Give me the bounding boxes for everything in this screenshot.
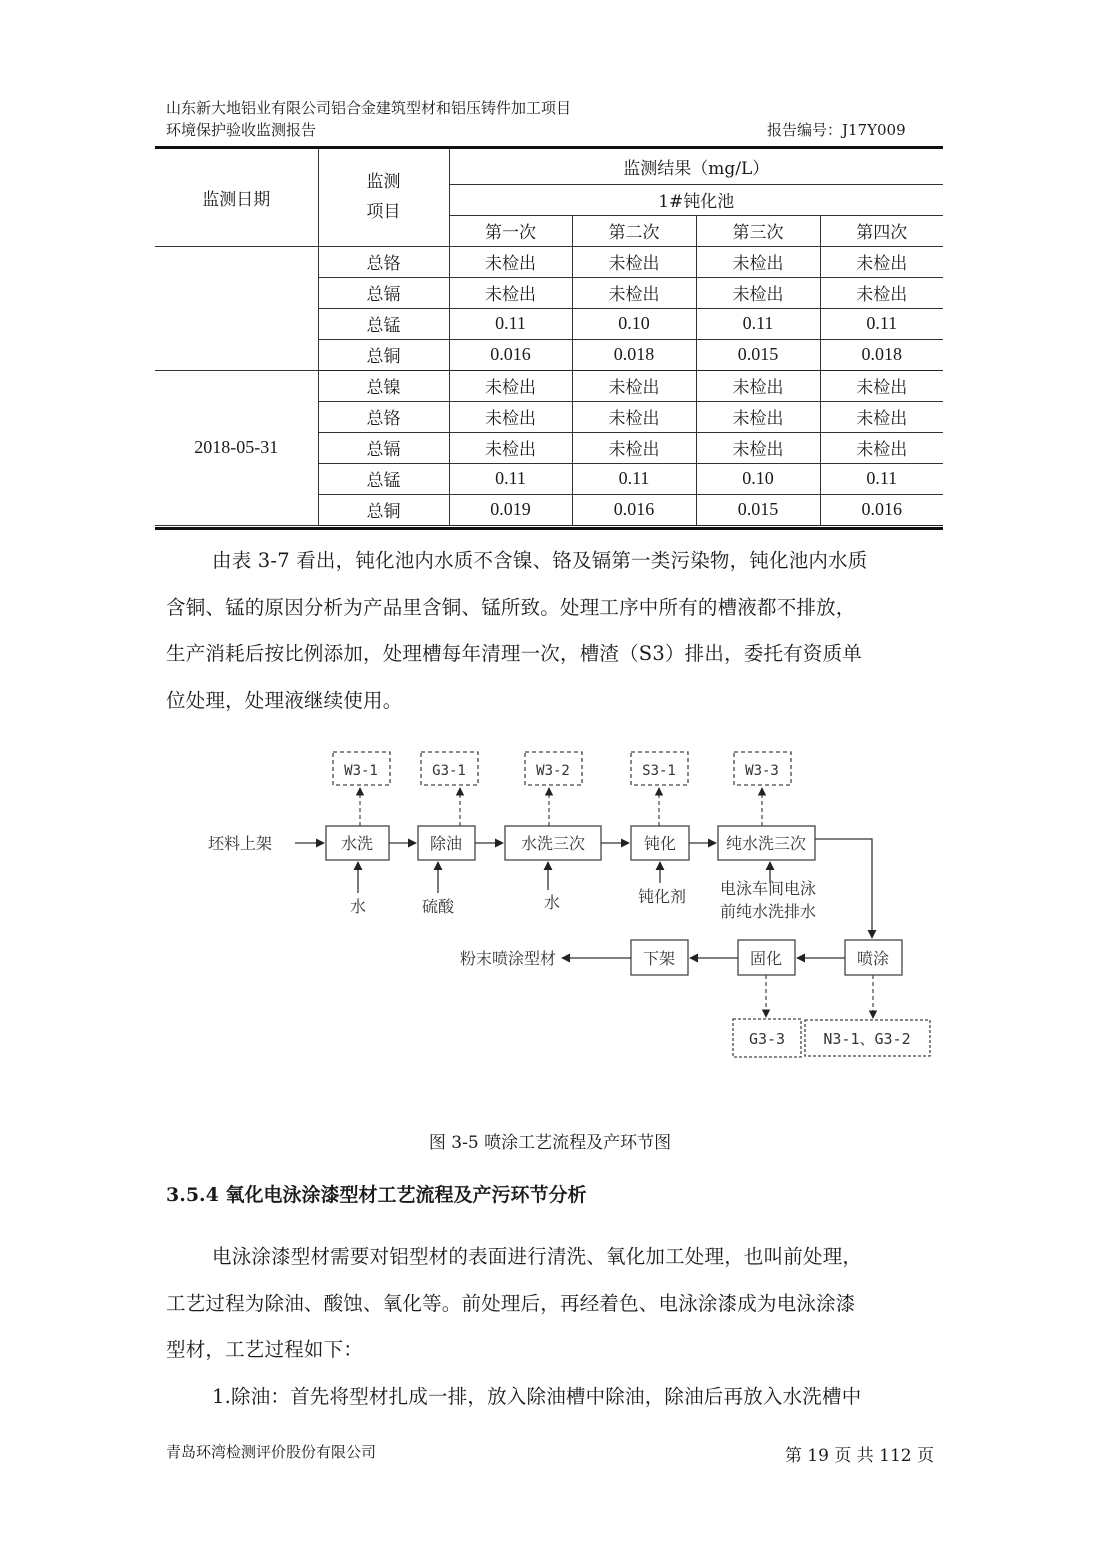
value-cell: 0.018 — [572, 339, 696, 370]
report-number: 报告编号：J17Y009 — [767, 121, 906, 139]
paragraph-line: 位处理，处理液继续使用。 — [166, 688, 403, 712]
value-cell: 未检出 — [572, 246, 696, 277]
paragraph-line: 由表 3-7 看出，钝化池内水质不含镍、铬及镉第一类污染物，钝化池内水质 — [212, 549, 868, 572]
process-label: 固化 — [749, 949, 783, 968]
emission-label: N3-1、G3-2 — [823, 1030, 911, 1048]
header-round: 第一次 — [449, 215, 572, 246]
value-cell: 0.11 — [696, 308, 820, 339]
value-cell: 0.11 — [820, 308, 943, 339]
value-cell: 0.11 — [820, 463, 943, 494]
process-paragraph — [166, 1234, 936, 1420]
item-cell: 总锰 — [318, 463, 449, 494]
value-cell: 0.015 — [696, 339, 820, 370]
item-cell: 总铬 — [318, 401, 449, 432]
process-label: 除油 — [429, 834, 463, 853]
value-cell: 未检出 — [449, 246, 572, 277]
value-cell: 未检出 — [696, 246, 820, 277]
value-cell: 0.016 — [449, 339, 572, 370]
header-round: 第三次 — [696, 215, 820, 246]
header-round: 第四次 — [820, 215, 943, 246]
header-round: 第二次 — [572, 215, 696, 246]
value-cell: 0.016 — [820, 494, 943, 525]
footer-page-info: 第 19 页 共 112 页 — [784, 1446, 934, 1466]
value-cell: 0.11 — [572, 463, 696, 494]
date-cell: 2018-05-31 — [155, 370, 318, 525]
paragraph-line: 电泳涂漆型材需要对铝型材的表面进行清洗、氧化加工处理，也叫前处理， — [212, 1245, 863, 1268]
value-cell: 未检出 — [696, 277, 820, 308]
output-label: 粉末喷涂型材 — [459, 949, 557, 968]
value-cell: 0.015 — [696, 494, 820, 525]
table-bottom-rule — [155, 527, 943, 530]
process-label: 钝化 — [643, 834, 677, 853]
value-cell: 0.016 — [572, 494, 696, 525]
item-cell: 总铜 — [318, 494, 449, 525]
value-cell: 0.018 — [820, 339, 943, 370]
item-cell: 总镉 — [318, 432, 449, 463]
value-cell: 未检出 — [449, 277, 572, 308]
figure-caption: 图 3-5 喷涂工艺流程及产环节图 — [428, 1133, 672, 1153]
emission-label: G3-1 — [432, 763, 466, 779]
item-cell: 总镉 — [318, 277, 449, 308]
emission-label: S3-1 — [642, 763, 676, 779]
process-label: 水洗三次 — [520, 834, 586, 853]
value-cell: 未检出 — [449, 401, 572, 432]
material-input-label: 前纯水洗排水 — [719, 902, 817, 921]
value-cell: 0.10 — [572, 308, 696, 339]
value-cell: 未检出 — [449, 432, 572, 463]
report-title: 环境保护验收监测报告 — [166, 121, 317, 139]
value-cell: 未检出 — [696, 370, 820, 401]
value-cell: 未检出 — [820, 370, 943, 401]
header-item-line1: 监测 — [366, 172, 401, 193]
value-cell: 未检出 — [820, 432, 943, 463]
project-title: 山东新大地铝业有限公司铝合金建筑型材和铝压铸件加工项目 — [166, 99, 572, 117]
item-cell: 总铜 — [318, 339, 449, 370]
material-input-label: 电泳车间电泳 — [719, 879, 817, 898]
value-cell: 0.10 — [696, 463, 820, 494]
value-cell: 未检出 — [572, 401, 696, 432]
emission-label: W3-2 — [536, 763, 570, 779]
value-cell: 未检出 — [696, 432, 820, 463]
material-input-label: 硫酸 — [421, 897, 455, 916]
value-cell: 0.11 — [449, 463, 572, 494]
emission-label: W3-3 — [745, 763, 779, 779]
paragraph-line: 含铜、锰的原因分析为产品里含铜、锰所致。处理工序中所有的槽液都不排放， — [166, 595, 856, 619]
process-label: 水洗 — [340, 834, 374, 853]
value-cell: 未检出 — [820, 401, 943, 432]
paragraph-line: 型材，工艺过程如下： — [166, 1338, 364, 1361]
footer-company: 青岛环湾检测评价股份有限公司 — [166, 1443, 377, 1461]
header-date: 监测日期 — [155, 149, 318, 246]
section-heading: 3.5.4 氧化电泳涂漆型材工艺流程及产污环节分析 — [166, 1184, 587, 1206]
item-cell: 总锰 — [318, 308, 449, 339]
value-cell: 未检出 — [572, 432, 696, 463]
paragraph-line: 1.除油：首先将型材扎成一排，放入除油槽中除油，除油后再放入水洗槽中 — [212, 1384, 862, 1408]
header-location: 1#钝化池 — [449, 184, 943, 215]
process-label: 纯水洗三次 — [725, 834, 807, 853]
value-cell: 未检出 — [572, 370, 696, 401]
process-label: 喷涂 — [856, 949, 890, 968]
emission-label: G3-3 — [748, 1030, 786, 1048]
item-cell: 总铬 — [318, 246, 449, 277]
emission-label: W3-1 — [344, 763, 378, 779]
material-input-label: 钝化剂 — [637, 887, 687, 906]
value-cell: 未检出 — [572, 277, 696, 308]
value-cell: 未检出 — [696, 401, 820, 432]
value-cell: 0.019 — [449, 494, 572, 525]
item-cell: 总镍 — [318, 370, 449, 401]
paragraph-line: 工艺过程为除油、酸蚀、氧化等。前处理后，再经着色、电泳涂漆成为电泳涂漆 — [166, 1291, 856, 1315]
header-item-line2: 项目 — [366, 202, 401, 223]
material-input-label: 水 — [543, 893, 561, 912]
material-input-label: 水 — [349, 897, 367, 916]
value-cell: 未检出 — [820, 246, 943, 277]
header-result: 监测结果（mg/L） — [449, 149, 943, 184]
value-cell: 未检出 — [820, 277, 943, 308]
value-cell: 0.11 — [449, 308, 572, 339]
paragraph-line: 生产消耗后按比例添加，处理槽每年清理一次，槽渣（S3）排出，委托有资质单 — [166, 642, 862, 665]
input-label: 坯料上架 — [207, 834, 273, 853]
value-cell: 未检出 — [449, 370, 572, 401]
process-label: 下架 — [642, 949, 676, 968]
